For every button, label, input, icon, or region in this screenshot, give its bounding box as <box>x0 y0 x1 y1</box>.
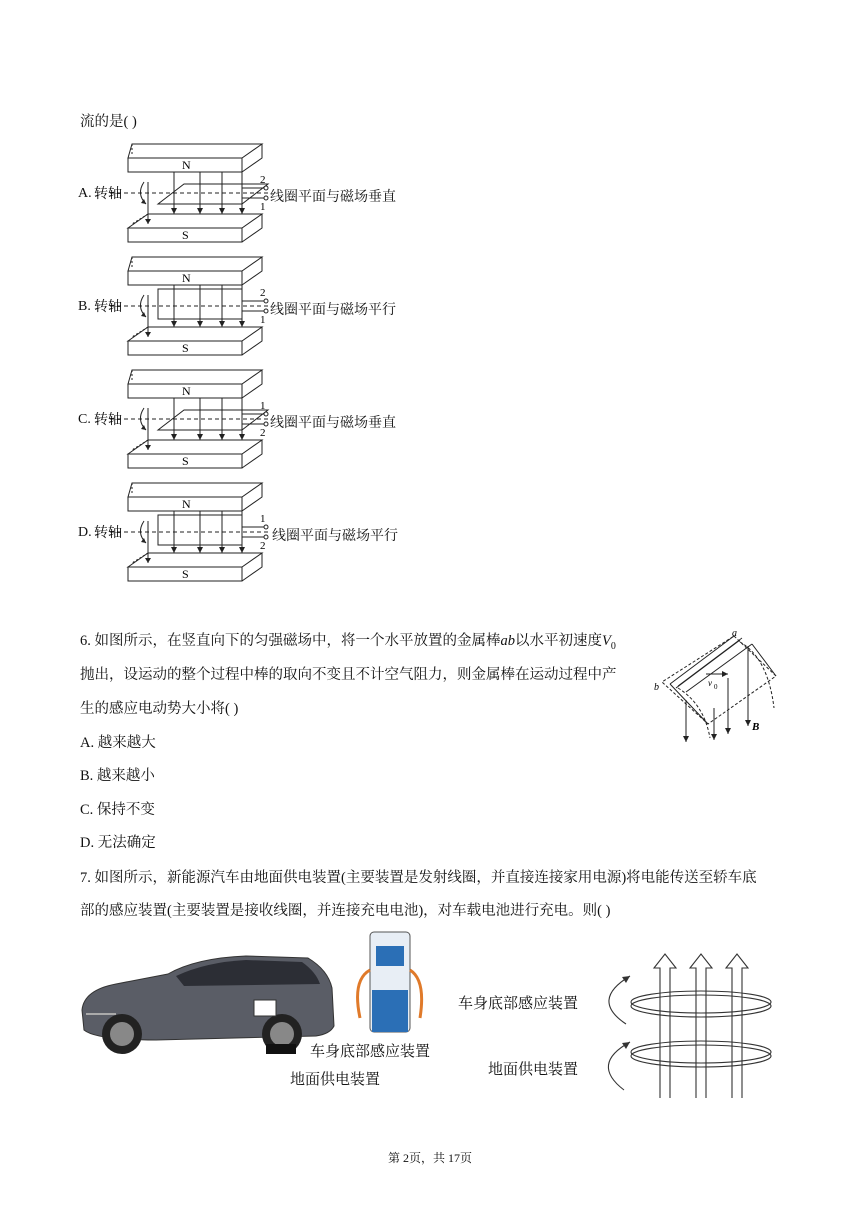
q7-coil-diagram <box>590 950 780 1100</box>
q6-rod-figure <box>648 628 784 746</box>
right-ground-label: 地面供电装置 <box>488 1060 579 1078</box>
terminal-bottom-label: 2 <box>260 540 266 552</box>
q5-stem-tail: 流的是( ) <box>80 114 137 130</box>
q6-option-b: B. 越来越小 <box>80 768 155 784</box>
terminal-top-label: 1 <box>260 400 266 412</box>
terminal-bottom-label: 2 <box>260 427 266 439</box>
label-a: a <box>732 628 737 639</box>
ground-supply-label: 地面供电装置 <box>290 1070 381 1088</box>
q5-option-label: D. <box>78 525 92 540</box>
north-pole-label: N <box>182 271 191 285</box>
q5-option-caption: 线圈平面与磁场垂直 <box>270 415 396 431</box>
south-pole-label: S <box>182 228 189 242</box>
q5-option-caption: 线圈平面与磁场垂直 <box>270 189 396 205</box>
q5-option-diagram <box>92 481 282 583</box>
terminal-top-label: 2 <box>260 174 266 186</box>
north-pole-label: N <box>182 497 191 511</box>
terminal-bottom-label: 1 <box>260 314 266 326</box>
right-sensor-label: 车身底部感应装置 <box>458 994 579 1012</box>
q5-option-label: A. <box>78 186 92 201</box>
label-b: b <box>654 682 659 693</box>
q7-line2: 部的感应装置(主要装置是接收线圈，并连接充电电池)，对车载电池进行充电。则( ) <box>80 903 611 919</box>
q6-option-d: D. 无法确定 <box>80 835 156 851</box>
axis-label: 转轴 <box>94 526 122 541</box>
q7-car-figure <box>76 930 452 1096</box>
q6-option-c: C. 保持不变 <box>80 802 155 818</box>
axis-label: 转轴 <box>94 413 122 428</box>
svg-text:0: 0 <box>714 683 718 691</box>
q5-option-diagram <box>92 368 282 470</box>
q6-line3: 生的感应电动势大小将( ) <box>80 701 239 717</box>
q5-option-diagram <box>92 255 282 357</box>
label-B: B <box>752 721 760 733</box>
q7-line1: 7. 如图所示，新能源汽车由地面供电装置(主要装置是发射线圈，并直接连接家用电源)将电能传送至轿车底 <box>80 870 757 886</box>
terminal-top-label: 1 <box>260 513 266 525</box>
q5-option-diagram <box>92 142 282 244</box>
q5-option-caption: 线圈平面与磁场平行 <box>270 302 396 318</box>
rod-ab: ab <box>500 633 515 649</box>
q6-line1: 6. 如图所示，在竖直向下的匀强磁场中，将一个水平放置的金属棒ab以水平初速度$V_0$ <box>80 633 616 652</box>
axis-label: 转轴 <box>94 300 122 315</box>
terminal-bottom-label: 1 <box>260 201 266 213</box>
south-pole-label: S <box>182 567 189 581</box>
car-sensor-label: 车身底部感应装置 <box>310 1042 431 1060</box>
south-pole-label: S <box>182 341 189 355</box>
north-pole-label: N <box>182 158 191 172</box>
south-pole-label: S <box>182 454 189 468</box>
q6-line2: 抛出，设运动的整个过程中棒的取向不变且不计空气阻力，则金属棒在运动过程中产 <box>80 667 617 683</box>
charging-station-icon <box>358 932 422 1032</box>
north-pole-label: N <box>182 384 191 398</box>
terminal-top-label: 2 <box>260 287 266 299</box>
label-v: v <box>708 678 712 688</box>
page-footer: 第 2页，共 17页 <box>387 1151 472 1165</box>
axis-label: 转轴 <box>94 187 122 202</box>
q5-option-label: C. <box>78 412 91 427</box>
q6-option-a: A. 越来越大 <box>80 735 156 751</box>
q5-option-caption: 线圈平面与磁场平行 <box>272 528 398 544</box>
q5-option-label: B. <box>78 299 91 314</box>
